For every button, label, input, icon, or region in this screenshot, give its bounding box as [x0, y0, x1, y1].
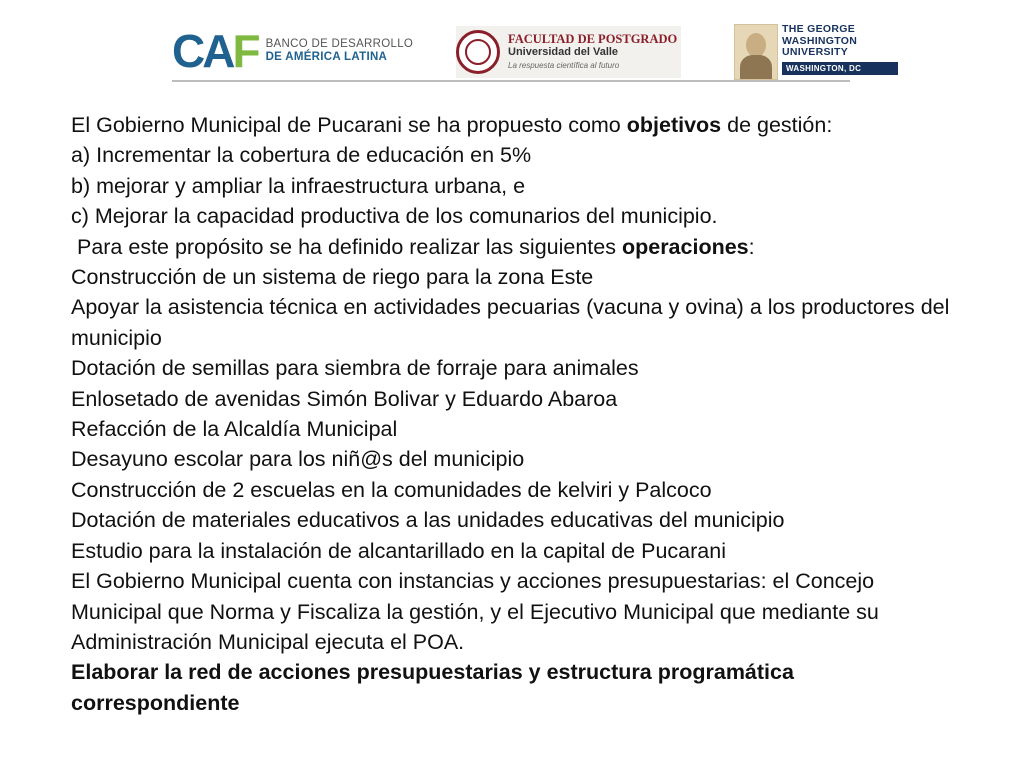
caf-line1: BANCO DE DESARROLLO — [265, 38, 414, 50]
operation-item: Refacción de la Alcaldía Municipal — [71, 417, 398, 442]
operation-item: Apoyar la asistencia técnica en actividades pecuarias (vacuna y ovina) a los productores del municipio — [71, 295, 950, 350]
caf-logo — [172, 26, 413, 76]
objective-item: a) Incrementar la cobertura de educación en 5% — [71, 143, 532, 168]
operation-item: Dotación de semillas para siembra de forraje para animales — [71, 356, 639, 381]
univalle-line2: Universidad del Valle — [508, 45, 619, 58]
caf-line2: DE AMÉRICA LATINA — [265, 51, 388, 63]
gwu-logo — [734, 24, 898, 82]
univalle-seal-icon — [456, 30, 500, 74]
objective-item: b) mejorar y ampliar la infraestructura urbana, e — [71, 173, 526, 198]
operation-item: Dotación de materiales educativos a las unidades educativas del municipio — [71, 508, 785, 533]
header-divider — [172, 80, 850, 82]
operations-intro: Para este propósito se ha definido realizar las siguientes operaciones: — [71, 234, 755, 259]
intro-line: El Gobierno Municipal de Pucarani se ha propuesto como objetivos de gestión: — [71, 113, 833, 137]
header-logos — [172, 18, 862, 82]
operation-item: Construcción de 2 escuelas en la comunidades de kelviri y Palcoco — [71, 477, 712, 502]
univalle-line1: FACULTAD DE POSTGRADO — [508, 31, 678, 46]
washington-portrait-icon — [734, 24, 778, 80]
operation-item: Desayuno escolar para los niñ@s del municipio — [71, 447, 525, 472]
gwu-location: WASHINGTON, DC — [782, 62, 898, 75]
operation-item: Construcción de un sistema de riego para la zona Este — [71, 265, 594, 290]
task-statement: Elaborar la red de acciones presupuestarias y estructura programática correspondiente — [71, 660, 794, 715]
operation-item: Enlosetado de avenidas Simón Bolivar y Eduardo Abaroa — [71, 386, 618, 411]
operation-item: Estudio para la instalación de alcantarillado en la capital de Pucarani — [71, 538, 726, 563]
budget-paragraph: El Gobierno Municipal cuenta con instancias y acciones presupuestarias: el Concejo Municipal que Norma y Fiscaliza la gestión, y el Ejecutivo Municipal que mediante su Administración Municipal ejecuta el POA. — [71, 569, 879, 654]
gwu-name-line3: UNIVERSITY — [782, 46, 849, 58]
gwu-name-line1: THE GEORGE — [782, 23, 856, 35]
caf-mark: C A F — [172, 25, 258, 77]
gwu-name-line2: WASHINGTON — [782, 34, 858, 47]
slide-body — [71, 110, 971, 718]
univalle-line3: La respuesta científica al futuro — [508, 60, 620, 70]
objective-item: c) Mejorar la capacidad productiva de los comunarios del municipio. — [71, 204, 718, 229]
univalle-logo — [456, 26, 681, 78]
